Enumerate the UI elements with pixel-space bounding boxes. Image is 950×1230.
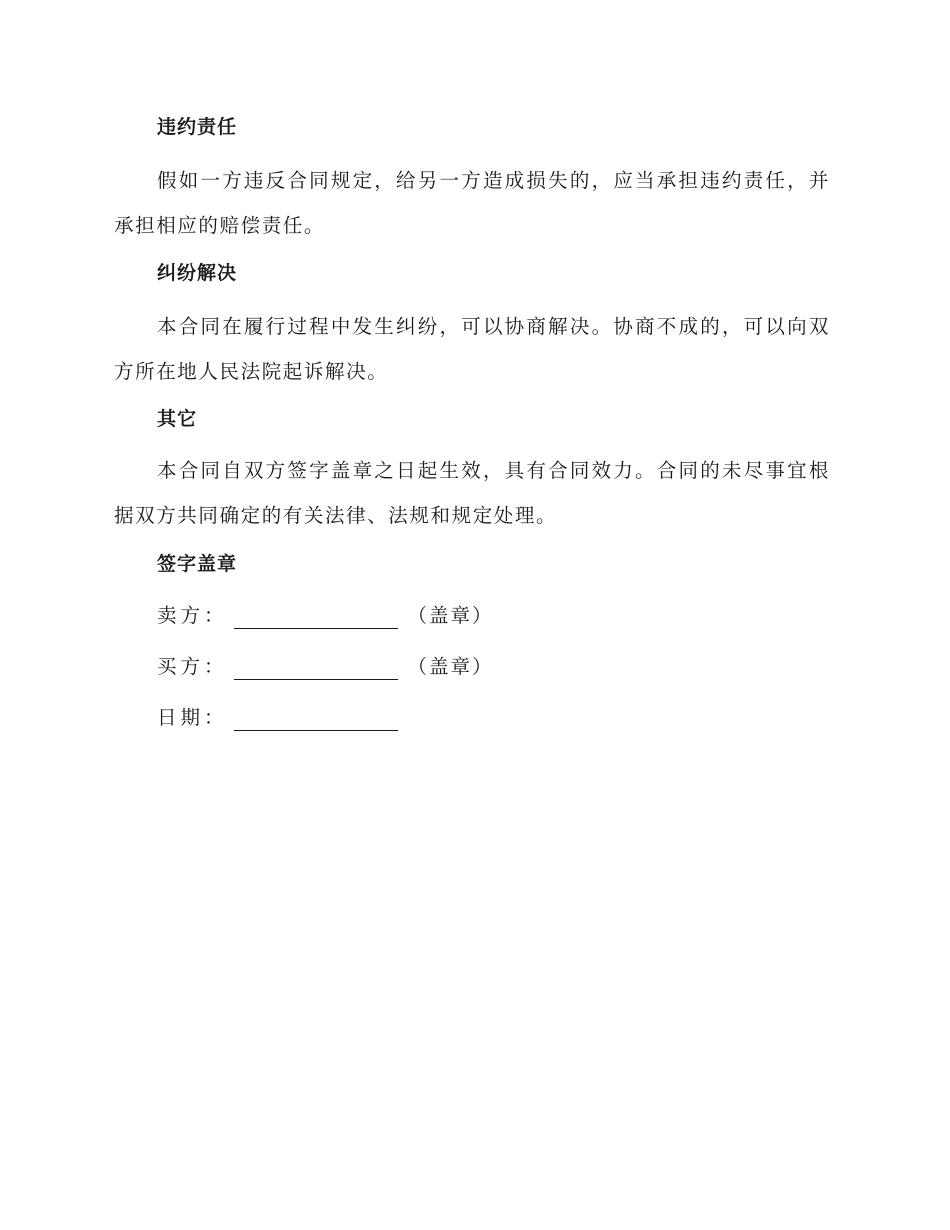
date-row: [157, 705, 408, 731]
buyer-signature-row: [157, 654, 494, 680]
date-line[interactable]: [234, 710, 398, 731]
signature-heading: 签字盖章: [157, 553, 238, 575]
date-label: 日期：: [157, 706, 228, 729]
seller-seal-note: （盖章）: [407, 604, 494, 627]
breach-heading: 违约责任: [157, 116, 238, 138]
dispute-heading: 纠纷解决: [157, 262, 238, 284]
other-paragraph: 本合同自双方签字盖章之日起生效，具有合同效力。合同的未尽事宜根据双方共同确定的有关法律、法规和规定处理。: [114, 459, 830, 527]
other-heading: 其它: [157, 408, 198, 430]
seller-label: 卖方：: [157, 604, 228, 627]
seller-signature-row: [157, 603, 494, 629]
buyer-seal-note: （盖章）: [407, 655, 494, 678]
buyer-label: 买方：: [157, 655, 228, 678]
breach-paragraph: 假如一方违反合同规定，给另一方造成损失的，应当承担违约责任，并承担相应的赔偿责任。: [114, 169, 830, 237]
seller-signature-line[interactable]: [234, 608, 398, 629]
dispute-paragraph: 本合同在履行过程中发生纠纷，可以协商解决。协商不成的，可以向双方所在地人民法院起诉解决。: [114, 315, 830, 383]
buyer-signature-line[interactable]: [234, 659, 398, 680]
